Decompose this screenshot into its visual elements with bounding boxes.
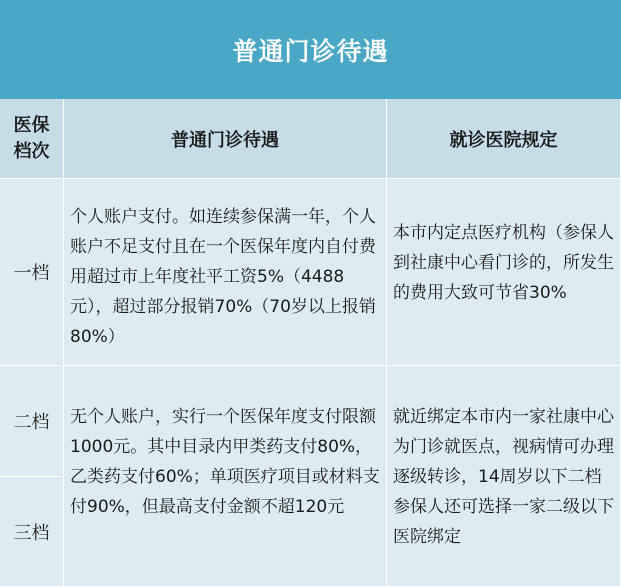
header-hospital: 就诊医院规定 bbox=[387, 99, 621, 179]
row-benefit-2 bbox=[64, 366, 387, 587]
table-title: 普通门诊待遇 bbox=[0, 0, 621, 99]
row-hospital-2 bbox=[387, 366, 621, 587]
row-hospital-1 bbox=[387, 179, 621, 366]
row-level-1: 一档 bbox=[0, 179, 64, 366]
row-hospital-2-text: 就近绑定本市内一家社康中心为门诊就医点，视病情可办理逐级转诊，14周岁以下二档参保人还可选择一家二级以下医院绑定 bbox=[393, 407, 614, 547]
row-hospital-1-text: 本市内定点医疗机构（参保人到社康中心看门诊的，所发生的费用大致可节省30% bbox=[393, 223, 614, 303]
row-benefit-1 bbox=[64, 179, 387, 366]
row-benefit-1-text: 个人账户支付。如连续参保满一年，个人账户不足支付且在一个医保年度内自付费用超过市上年度社平工资5%（4488元），超过部分报销70%（70岁以上报销80%） bbox=[70, 207, 376, 347]
row-level-3: 三档 bbox=[0, 477, 64, 587]
header-benefit: 普通门诊待遇 bbox=[64, 99, 387, 179]
header-level bbox=[0, 99, 64, 179]
header-level-label: 医保档次 bbox=[13, 114, 50, 162]
row-benefit-2-text: 无个人账户，实行一个医保年度支付限额1000元。其中目录内甲类药支付80%，乙类药支付60%；单项医疗项目或材料支付90%，但最高支付金额不超120元 bbox=[70, 407, 380, 517]
row-level-2: 二档 bbox=[0, 366, 64, 477]
